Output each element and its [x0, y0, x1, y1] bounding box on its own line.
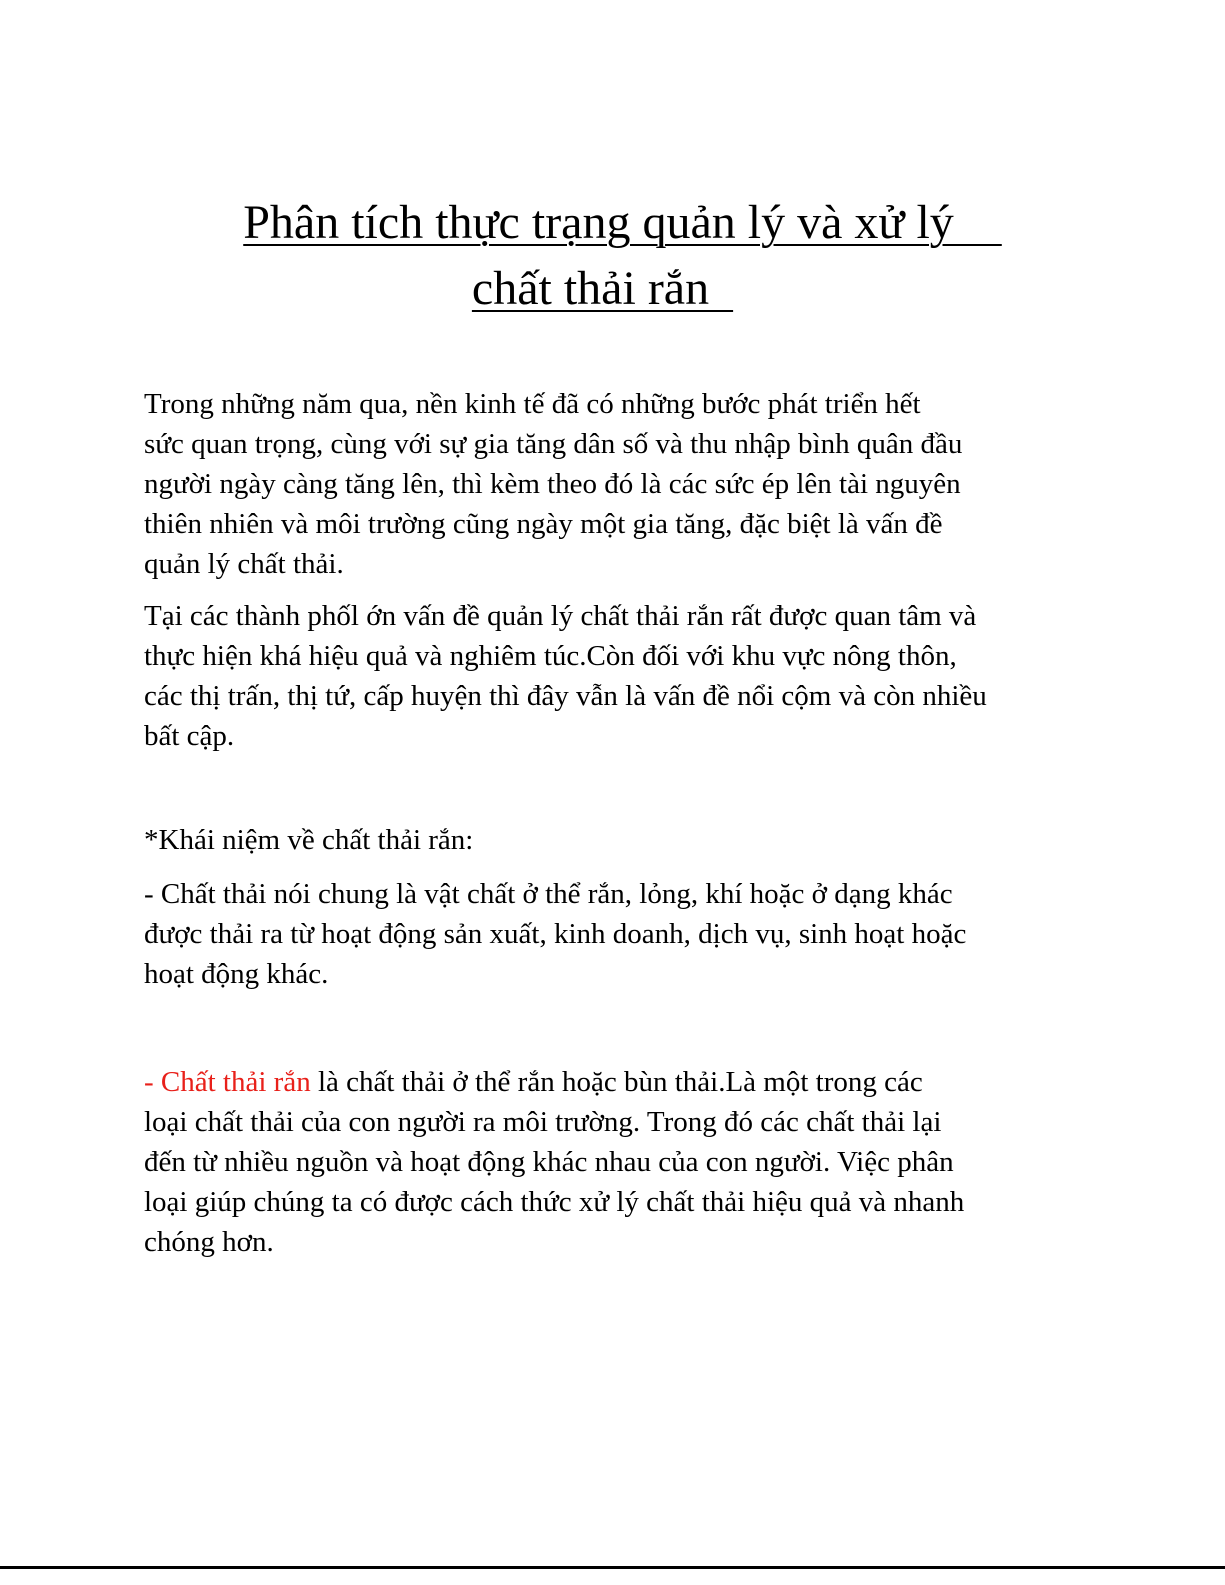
concept-heading: *Khái niệm về chất thải rắn: [144, 824, 474, 856]
intro-paragraph: Trong những năm qua, nền kinh tế đã có những bước phát triển hết sức quan trọng, cùng với sự gia tăng dân số và thu nhập bình quân đầu người ngày càng tăng lên, thì kèm theo đó là các sức ép lên tài nguyên thiên nhiên và môi trường cũng ngày một gia tăng, đặc biệt là vấn đề quản lý chất thải. [144, 388, 963, 580]
urban-rural-paragraph: Tại các thành phốl ớn vấn đề quản lý chất thải rắn rất được quan tâm và thực hiện khá hiệu quả và nghiêm túc.Còn đối với khu vực nông thôn, các thị trấn, thị tứ, cấp huyện thì đây vẫn là vấn đề nổi cộm và còn nhiều bất cập. [144, 600, 987, 752]
waste-definition: - Chất thải nói chung là vật chất ở thể rắn, lỏng, khí hoặc ở dạng khác được thải ra từ hoạt động sản xuất, kinh doanh, dịch vụ, sinh hoạt hoặc hoạt động khác. [144, 878, 967, 990]
solid-waste-description: là chất thải ở thể rắn hoặc bùn thải.Là một trong các loại chất thải của con người ra môi trường. Trong đó các chất thải lại đến từ nhiều nguồn và hoạt động khác nhau của con người. Việc phân loại giúp chúng ta có được cách thức xử lý chất thải hiệu quả và nhanh chóng hơn. [144, 1066, 965, 1258]
solid-waste-definition [144, 1062, 1084, 1262]
solid-waste-term: - Chất thải rắn [144, 1066, 311, 1098]
page-bottom-rule [0, 1566, 1225, 1569]
document-title-line-1: Phân tích thực trạng quản lý và xử lý [243, 196, 1002, 249]
document-title-line-2: chất thải rắn [471, 262, 734, 315]
